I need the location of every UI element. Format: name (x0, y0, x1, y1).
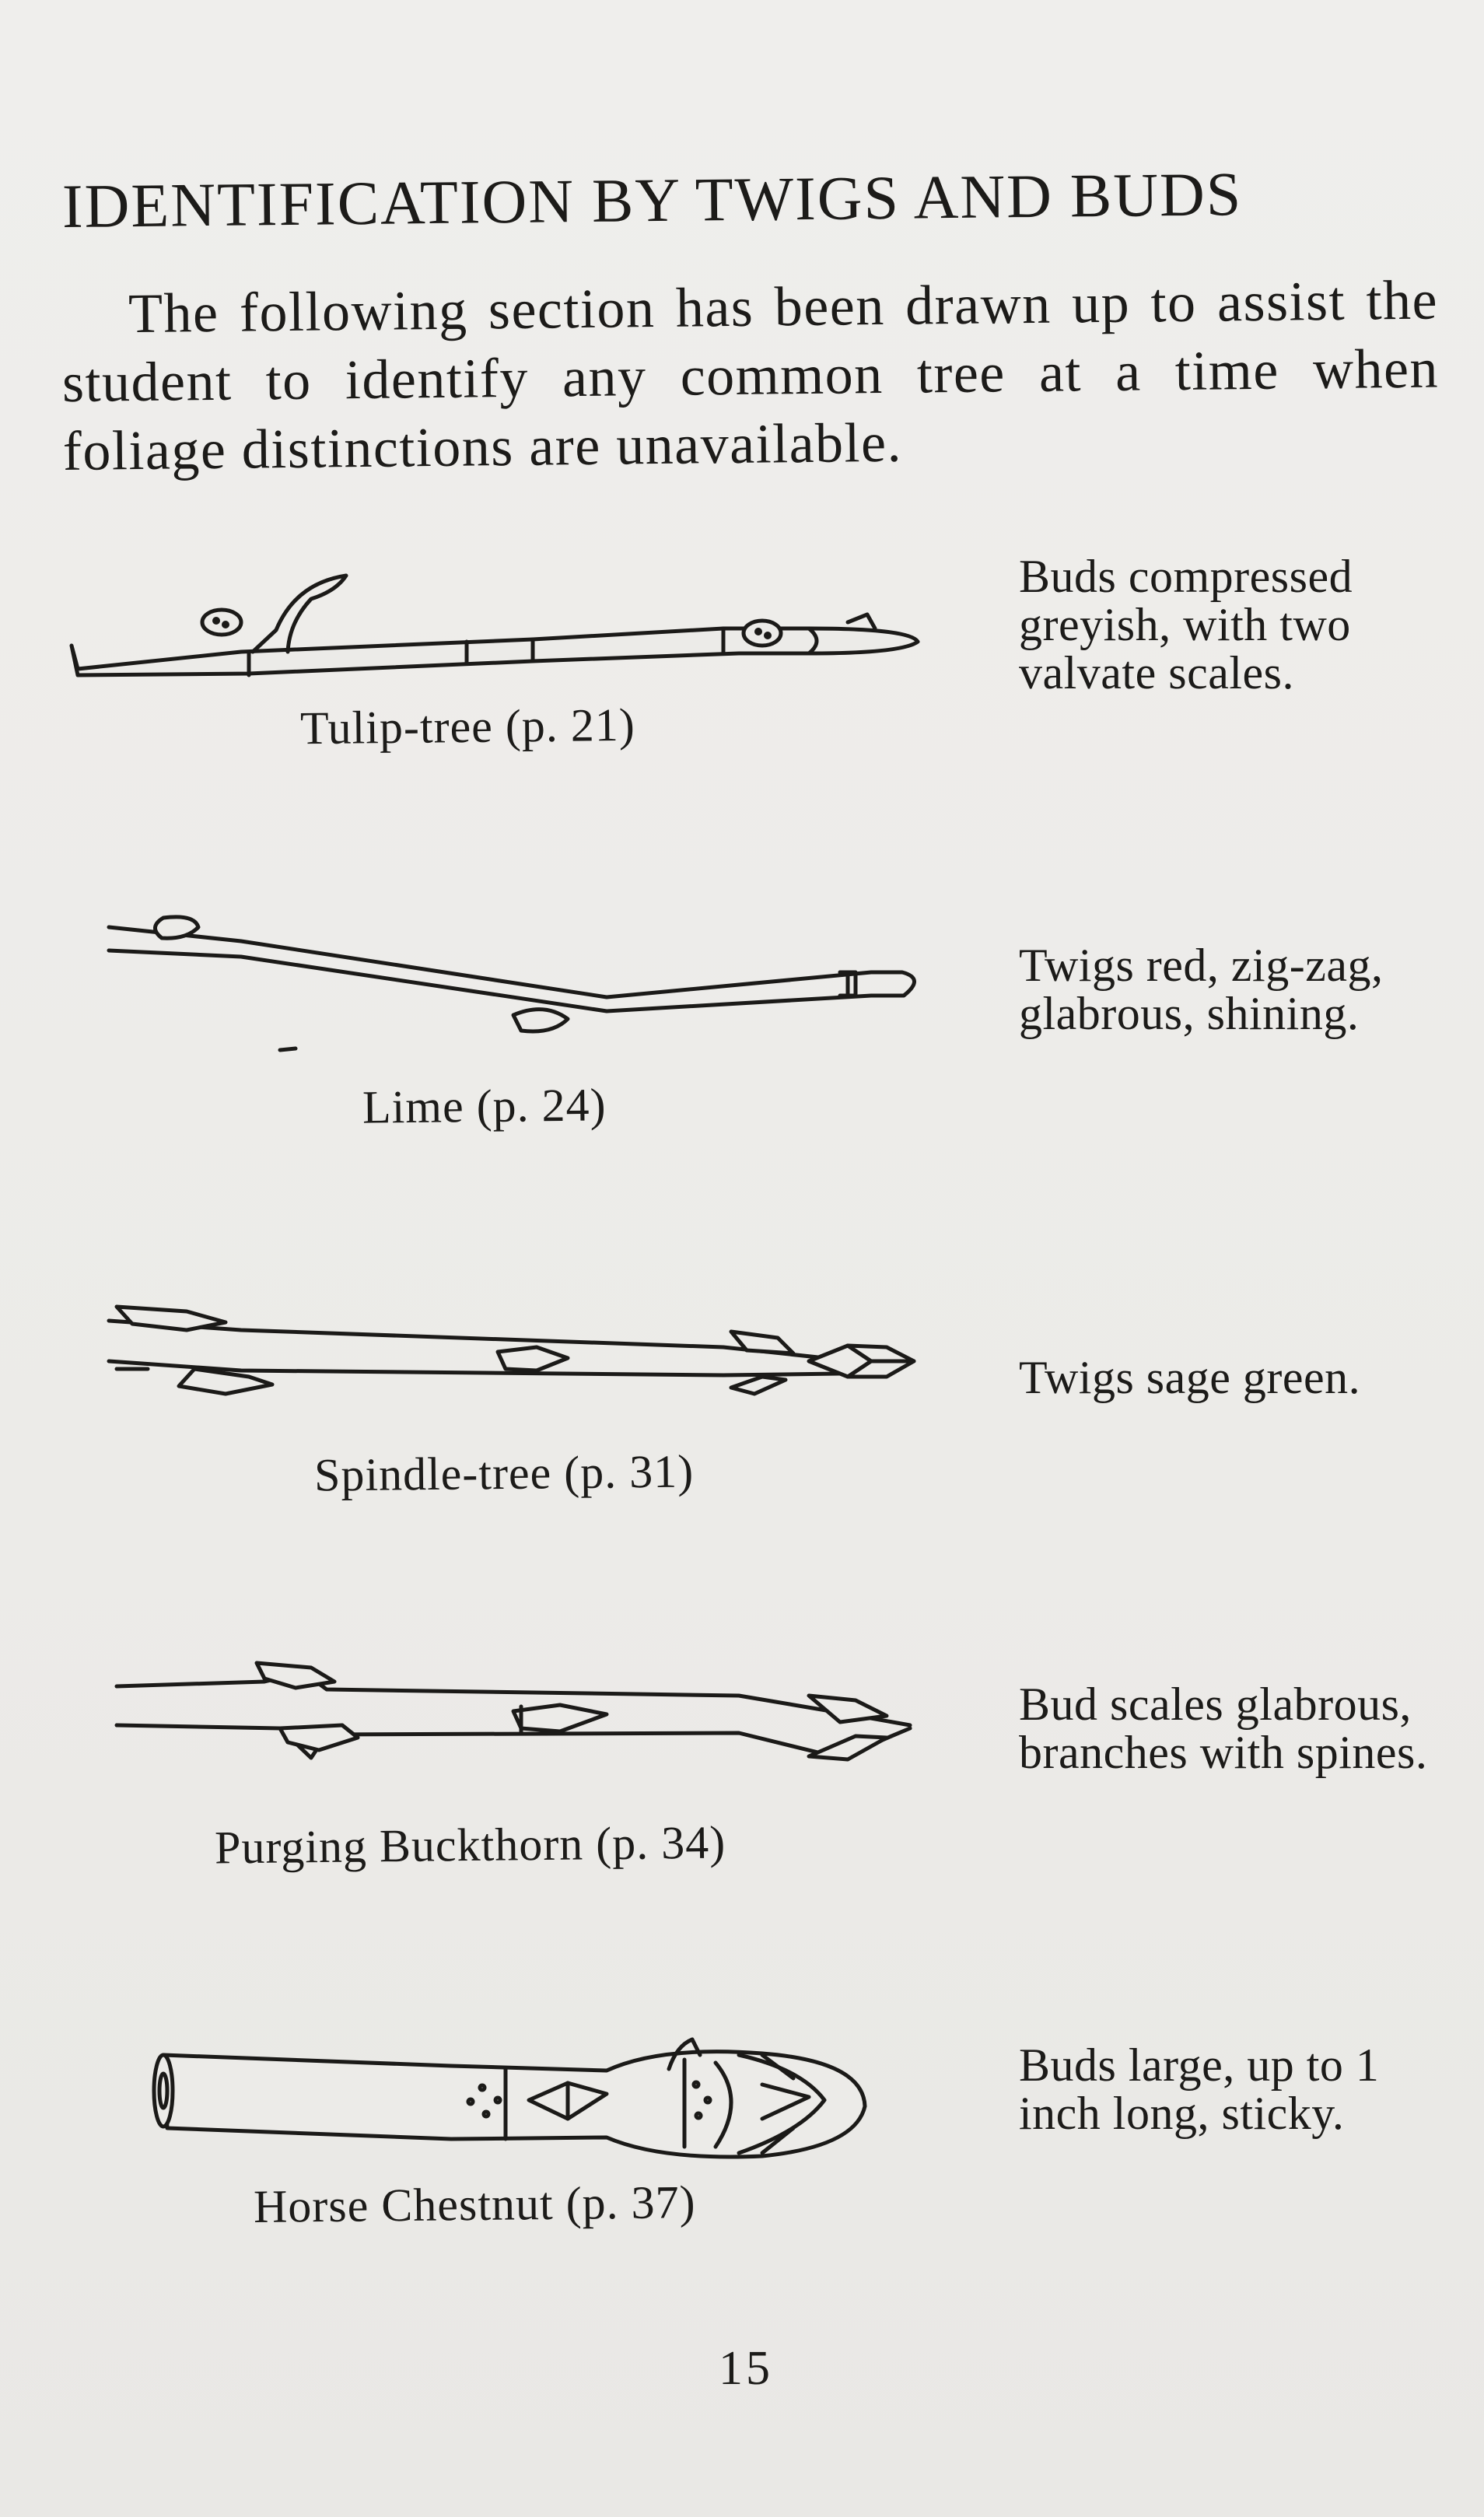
caption-purging-buckthorn: Purging Buckthorn (p. 34) (214, 1816, 726, 1874)
description-horse-chestnut: Buds large, up to 1 inch long, sticky. (1019, 2039, 1380, 2139)
entry-horse-chestnut (0, 2022, 1484, 2271)
page-number: 15 (719, 2342, 773, 2395)
purging-buckthorn-twig-illustration (62, 1641, 941, 1797)
spindle-tree-twig-illustration (62, 1283, 941, 1439)
description-purging-buckthorn: Bud scales glabrous, branches with spines. (1019, 1679, 1428, 1778)
description-spindle-tree: Twigs sage green. (1019, 1352, 1361, 1403)
entry-spindle-tree (0, 1283, 1484, 1532)
caption-lime: Lime (p. 24) (362, 1079, 607, 1133)
entry-lime (0, 910, 1484, 1159)
intro-paragraph: The following section has been drawn up to assist the student to identify any common tree at a time when foliage distinctions are unavailable. (61, 268, 1440, 482)
description-tulip-tree: Buds compressed greyish, with two valvate scales. (1019, 551, 1353, 698)
caption-horse-chestnut: Horse Chestnut (p. 37) (253, 2176, 696, 2232)
caption-tulip-tree: Tulip-tree (p. 21) (299, 698, 636, 754)
entry-purging-buckthorn (0, 1641, 1484, 1890)
horse-chestnut-twig-illustration (62, 2022, 941, 2178)
tulip-tree-twig-illustration (62, 537, 941, 692)
entry-tulip-tree (0, 537, 1484, 793)
caption-spindle-tree: Spindle-tree (p. 31) (313, 1445, 695, 1501)
lime-twig-illustration (62, 910, 941, 1066)
section-heading: IDENTIFICATION BY TWIGS AND BUDS (61, 160, 1243, 241)
description-lime: Twigs red, zig-zag, glabrous, shining. (1019, 940, 1384, 1039)
